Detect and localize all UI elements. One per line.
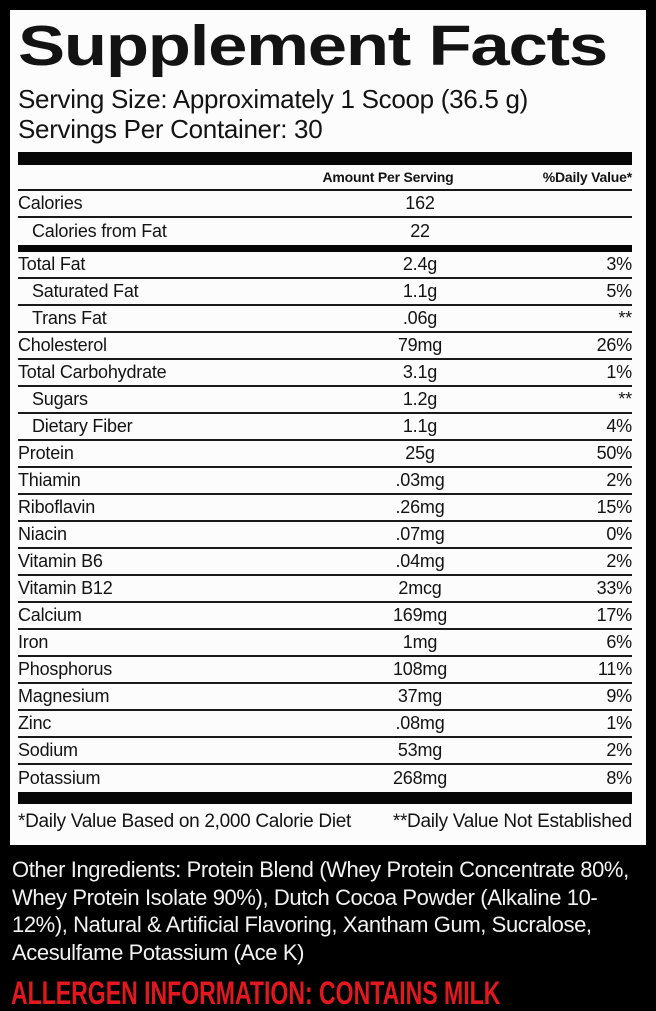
nutrient-amount: 2mcg xyxy=(398,578,442,598)
divider-bar-top xyxy=(18,152,632,165)
nutrient-daily-value: 0% xyxy=(606,524,632,544)
nutrient-daily-value: 8% xyxy=(606,768,632,788)
allergen-warning: ALLERGEN INFORMATION: CONTAINS MILK xyxy=(11,975,501,1011)
nutrient-daily-value: 15% xyxy=(596,497,632,517)
nutrient-daily-value: 17% xyxy=(596,605,632,625)
nutrient-daily-value: 2% xyxy=(606,470,632,490)
nutrient-name: Phosphorus xyxy=(18,659,113,679)
table-row xyxy=(18,765,632,792)
daily-value-header: %Daily Value* xyxy=(542,169,632,185)
divider-bar-calories xyxy=(18,245,632,252)
table-row xyxy=(18,576,632,603)
nutrient-name: Total Carbohydrate xyxy=(18,362,167,382)
nutrient-name: Sodium xyxy=(18,740,78,760)
table-row xyxy=(18,360,632,387)
nutrient-name: Cholesterol xyxy=(18,335,107,355)
nutrient-amount: 1.2g xyxy=(402,389,438,409)
table-row xyxy=(18,414,632,441)
nutrient-amount: 2.4g xyxy=(402,254,438,274)
nutrient-daily-value: 26% xyxy=(596,335,632,355)
nutrient-amount: 169mg xyxy=(392,605,448,625)
table-row xyxy=(18,495,632,522)
nutrient-name: Calories xyxy=(18,193,83,213)
nutrient-name: Sugars xyxy=(32,389,88,409)
table-row xyxy=(18,191,632,218)
nutrient-daily-value: 33% xyxy=(596,578,632,598)
nutrient-amount: 79mg xyxy=(397,335,443,355)
other-ingredients-text: Other Ingredients: Protein Blend (Whey Protein Concentrate 80%, Whey Protein Isolate 90%), Dutch Cocoa Powder (Alkaline 10-12%), Natural & Artificial Flavoring, Xantham Gum, Sucralose, Acesulfame Potassium (Ace K) xyxy=(12,857,629,965)
nutrient-amount: 1mg xyxy=(402,632,438,652)
nutrient-name: Calories from Fat xyxy=(32,221,167,241)
table-row xyxy=(18,549,632,576)
nutrient-amount: .08mg xyxy=(395,713,445,733)
nutrient-name: Potassium xyxy=(18,768,101,788)
table-row xyxy=(18,306,632,333)
nutrient-name: Vitamin B12 xyxy=(18,578,113,598)
nutrient-amount: 268mg xyxy=(392,768,448,788)
nutrient-daily-value: 2% xyxy=(606,740,632,760)
table-row xyxy=(18,630,632,657)
table-row xyxy=(18,218,632,245)
nutrient-name: Iron xyxy=(18,632,49,652)
footnote-not-established: **Daily Value Not Established xyxy=(392,811,632,832)
nutrient-name: Riboflavin xyxy=(18,497,96,517)
supplement-label xyxy=(0,10,656,1010)
nutrient-name: Thiamin xyxy=(18,470,81,490)
nutrient-amount: 53mg xyxy=(397,740,443,760)
nutrient-name: Magnesium xyxy=(18,686,110,706)
footnote-daily-value: *Daily Value Based on 2,000 Calorie Diet xyxy=(18,811,352,832)
facts-panel xyxy=(10,10,646,845)
nutrient-daily-value: ** xyxy=(618,308,632,328)
nutrient-amount: 162 xyxy=(405,193,435,213)
nutrient-daily-value: 1% xyxy=(606,362,632,382)
table-row xyxy=(18,603,632,630)
nutrient-name: Calcium xyxy=(18,605,82,625)
nutrient-daily-value: 5% xyxy=(606,281,632,301)
nutrient-amount: 37mg xyxy=(397,686,443,706)
serving-size-line: Serving Size: Approximately 1 Scoop (36.5 g) xyxy=(18,84,528,114)
servings-per-container-line: Servings Per Container: 30 xyxy=(18,114,323,144)
nutrient-name: Zinc xyxy=(18,713,52,733)
table-row xyxy=(18,441,632,468)
nutrient-daily-value: 1% xyxy=(606,713,632,733)
nutrient-daily-value: 11% xyxy=(597,659,632,679)
nutrient-amount: .07mg xyxy=(395,524,445,544)
nutrient-daily-value: 9% xyxy=(606,686,632,706)
table-row xyxy=(18,657,632,684)
nutrient-amount: 22 xyxy=(410,221,430,241)
table-row xyxy=(18,738,632,765)
nutrient-amount: 25g xyxy=(405,443,435,463)
nutrient-rows xyxy=(18,252,632,792)
nutrient-name: Protein xyxy=(18,443,74,463)
panel-title: Supplement Facts xyxy=(18,14,607,78)
table-row xyxy=(18,387,632,414)
table-row xyxy=(18,333,632,360)
calories-rows xyxy=(18,191,632,245)
nutrient-amount: 108mg xyxy=(392,659,448,679)
divider-bar-bottom xyxy=(18,792,632,804)
nutrient-amount: 3.1g xyxy=(402,362,438,382)
table-row xyxy=(18,252,632,279)
table-header-row xyxy=(18,165,632,191)
table-row xyxy=(18,684,632,711)
nutrient-daily-value: 2% xyxy=(606,551,632,571)
nutrient-amount: .26mg xyxy=(395,497,445,517)
nutrient-amount: .06g xyxy=(402,308,438,328)
nutrient-daily-value: 50% xyxy=(596,443,632,463)
table-row xyxy=(18,468,632,495)
footnote-row xyxy=(18,804,632,843)
nutrient-name: Vitamin B6 xyxy=(18,551,103,571)
amount-per-serving-header: Amount Per Serving xyxy=(322,169,454,185)
nutrient-daily-value: 3% xyxy=(606,254,632,274)
nutrient-name: Total Fat xyxy=(18,254,86,274)
nutrient-name: Trans Fat xyxy=(32,308,107,328)
table-row xyxy=(18,711,632,738)
nutrient-amount: .03mg xyxy=(395,470,445,490)
nutrient-name: Dietary Fiber xyxy=(32,416,133,436)
nutrient-amount: 1.1g xyxy=(402,281,438,301)
table-row xyxy=(18,279,632,306)
nutrient-amount: .04mg xyxy=(395,551,445,571)
nutrient-daily-value: 6% xyxy=(606,632,632,652)
nutrient-daily-value: ** xyxy=(618,389,632,409)
nutrient-name: Niacin xyxy=(18,524,67,544)
nutrient-amount: 1.1g xyxy=(402,416,438,436)
table-row xyxy=(18,522,632,549)
nutrient-daily-value: 4% xyxy=(606,416,632,436)
nutrient-name: Saturated Fat xyxy=(32,281,139,301)
